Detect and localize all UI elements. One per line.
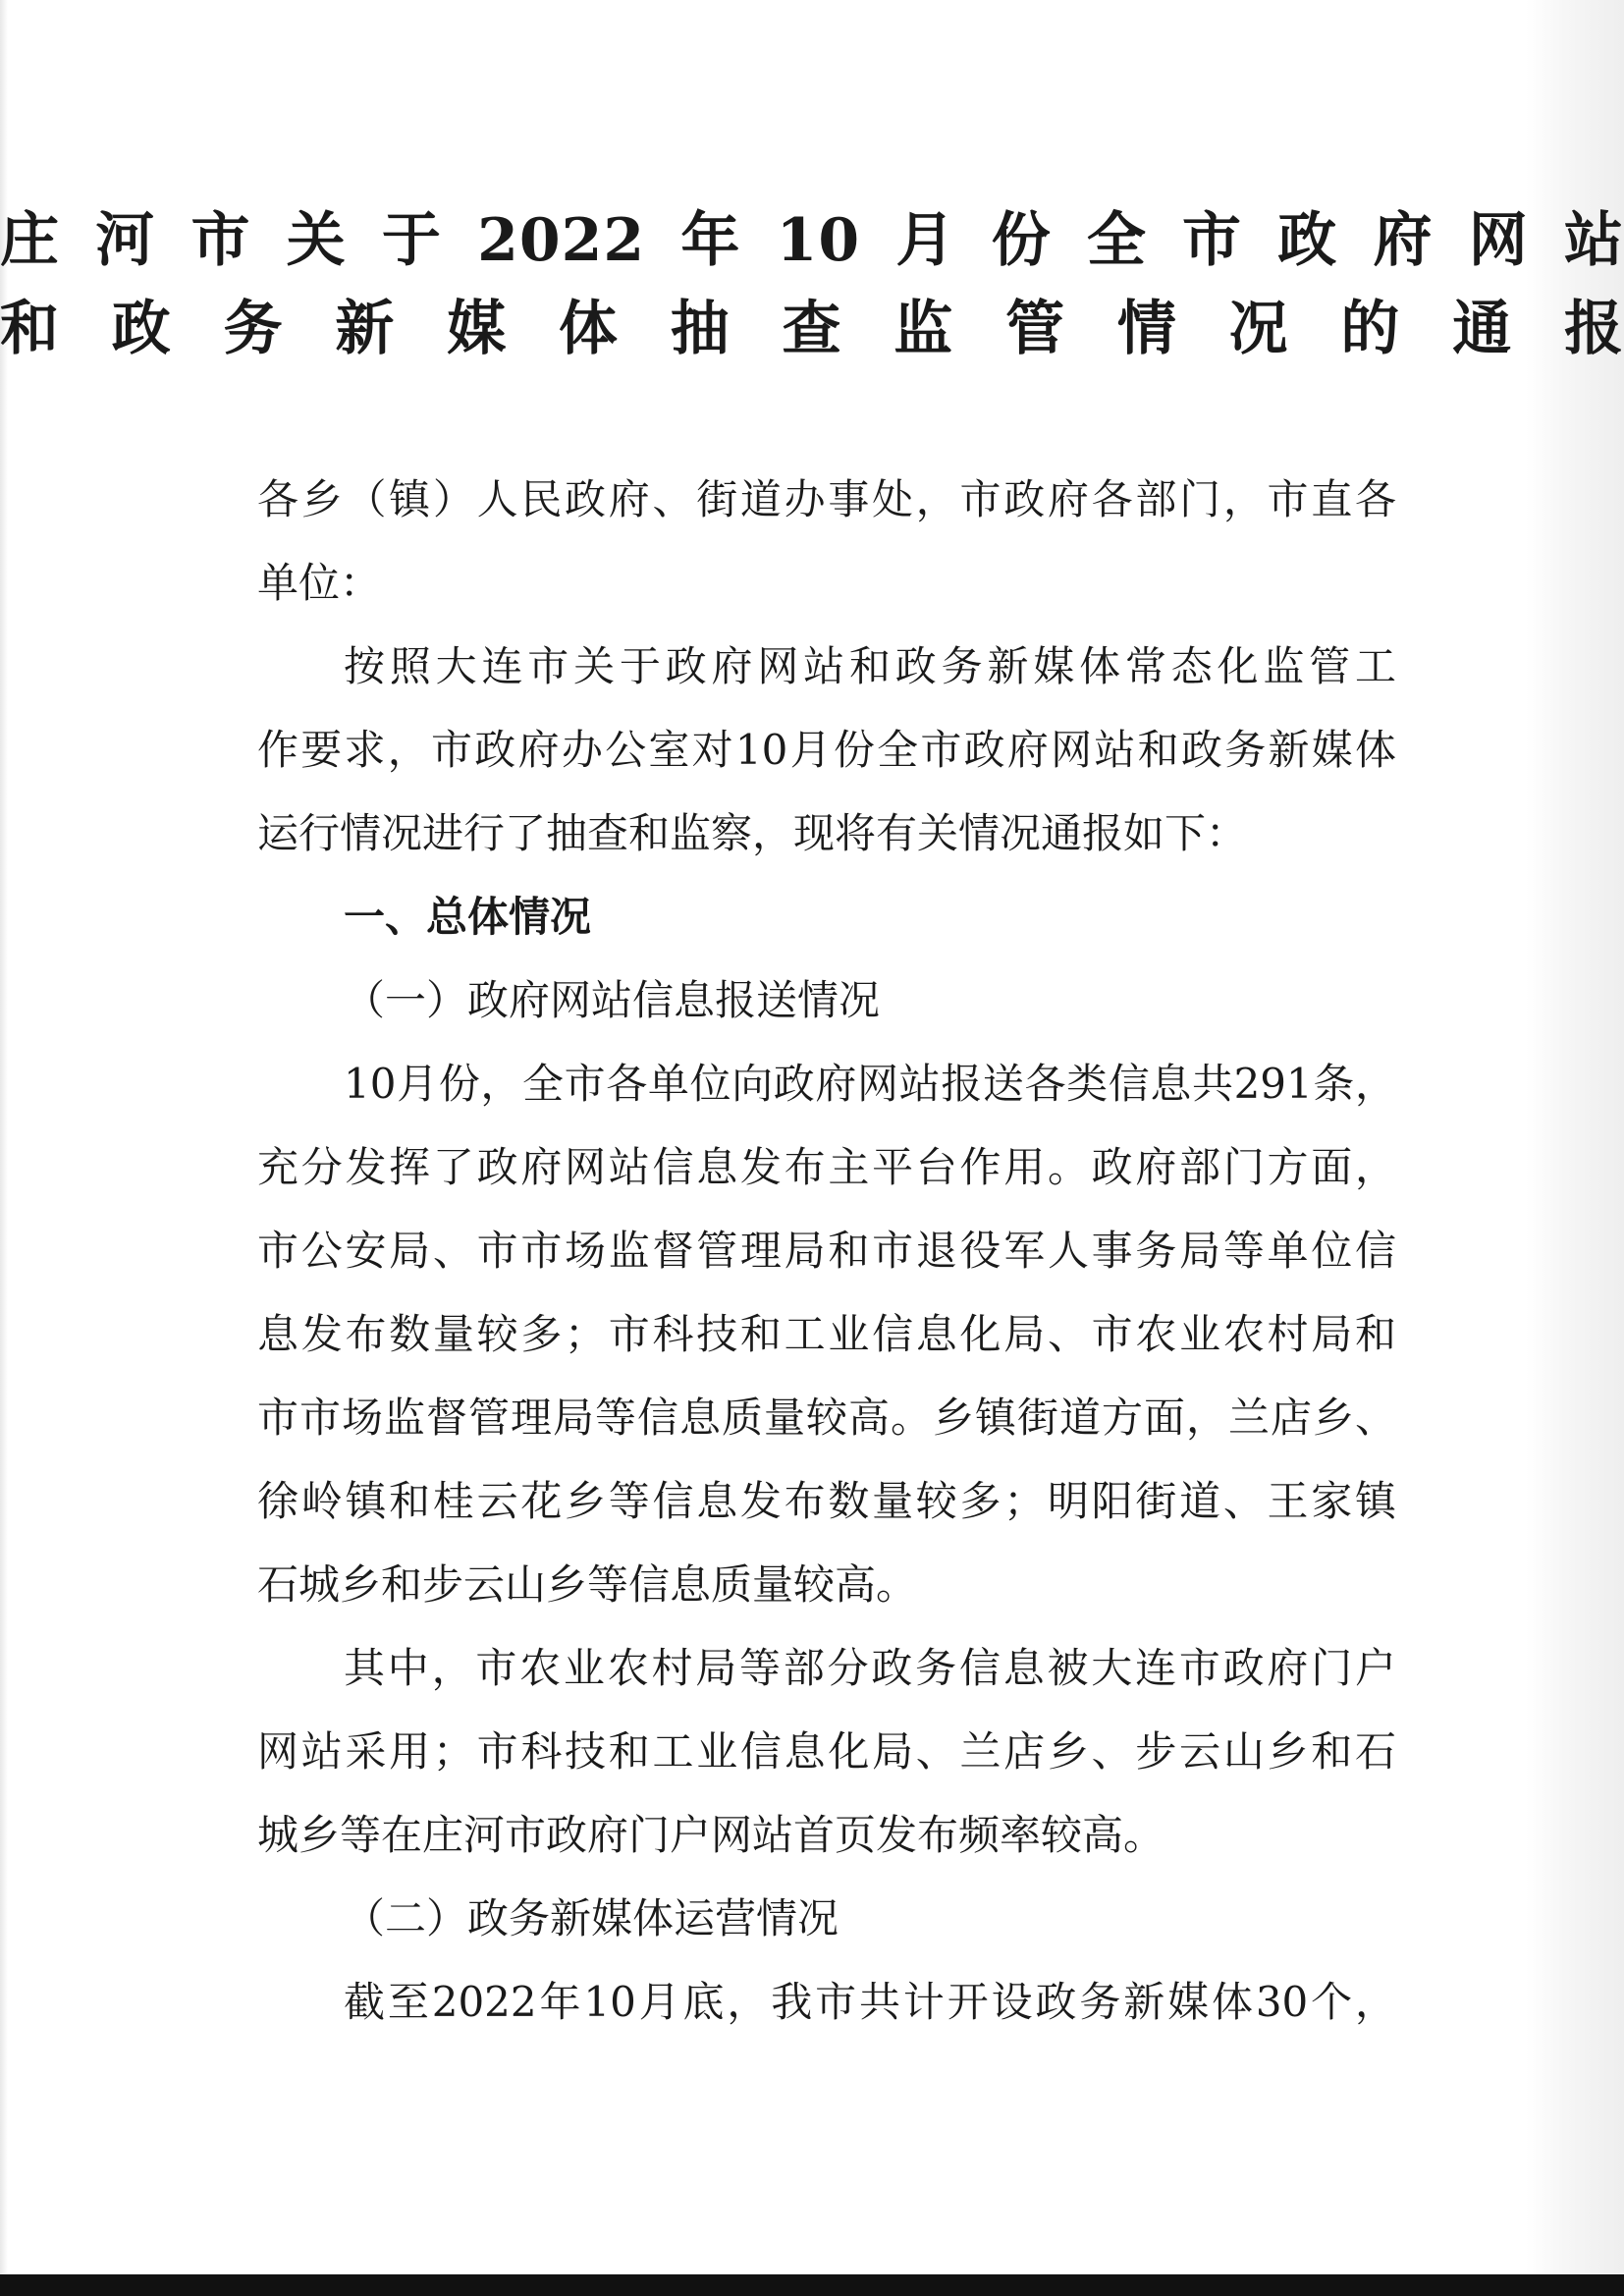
document-title — [0, 196, 1624, 373]
para2-line-1: 其中，市农业农村局等部分政务信息被大连市政府门户 — [344, 1644, 1396, 1692]
para1-line-3: 市公安局、市市场监督管理局和市退役军人事务局等单位信 — [257, 1227, 1396, 1275]
para2-line-3: 城乡等在庄河市政府门户网站首页发布频率较高。 — [257, 1811, 1165, 1859]
paragraph-adoption — [257, 1626, 1396, 1877]
subsection-1-heading: （一）政府网站信息报送情况 — [344, 976, 881, 1024]
intro-line-2: 作要求，市政府办公室对10月份全市政府网站和政务新媒体 — [257, 726, 1396, 774]
page-bottom-bar — [0, 2274, 1624, 2296]
intro-line-3: 运行情况进行了抽查和监察，现将有关情况通报如下： — [257, 809, 1248, 857]
para2-line-2: 网站采用；市科技和工业信息化局、兰店乡、步云山乡和石 — [257, 1727, 1396, 1776]
paragraph-website-info — [257, 1042, 1396, 1626]
addressee-line-1: 各乡（镇）人民政府、街道办事处，市政府各部门，市直各 — [257, 475, 1396, 523]
title-line-1: 庄河市关于2022年10月份全市政府网站 — [0, 206, 1624, 275]
para3-line-1: 截至2022年10月底，我市共计开设政务新媒体30个， — [344, 1978, 1396, 2026]
para1-line-2: 充分发挥了政府网站信息发布主平台作用。政府部门方面， — [257, 1143, 1396, 1191]
title-line-2: 和政务新媒体抽查监管情况的通报 — [0, 295, 1624, 363]
subsection-2-heading: （二）政务新媒体运营情况 — [344, 1894, 839, 1942]
addressee — [257, 458, 1396, 625]
section-1-heading: 一、总体情况 — [344, 893, 592, 941]
addressee-line-2: 单位： — [257, 559, 382, 607]
para1-line-4: 息发布数量较多；市科技和工业信息化局、市农业农村局和 — [257, 1310, 1396, 1358]
para1-line-6: 徐岭镇和桂云花乡等信息发布数量较多；明阳街道、王家镇 — [257, 1477, 1396, 1525]
intro-line-1: 按照大连市关于政府网站和政务新媒体常态化监管工 — [344, 642, 1396, 690]
para1-line-1: 10月份，全市各单位向政府网站报送各类信息共291条， — [344, 1060, 1396, 1108]
document-body — [257, 458, 1396, 2044]
para1-line-7: 石城乡和步云山乡等信息质量较高。 — [257, 1560, 918, 1609]
paragraph-new-media — [257, 1960, 1396, 2044]
intro-paragraph — [257, 625, 1396, 875]
para1-line-5: 市市场监督管理局等信息质量较高。乡镇街道方面，兰店乡、 — [257, 1394, 1396, 1442]
